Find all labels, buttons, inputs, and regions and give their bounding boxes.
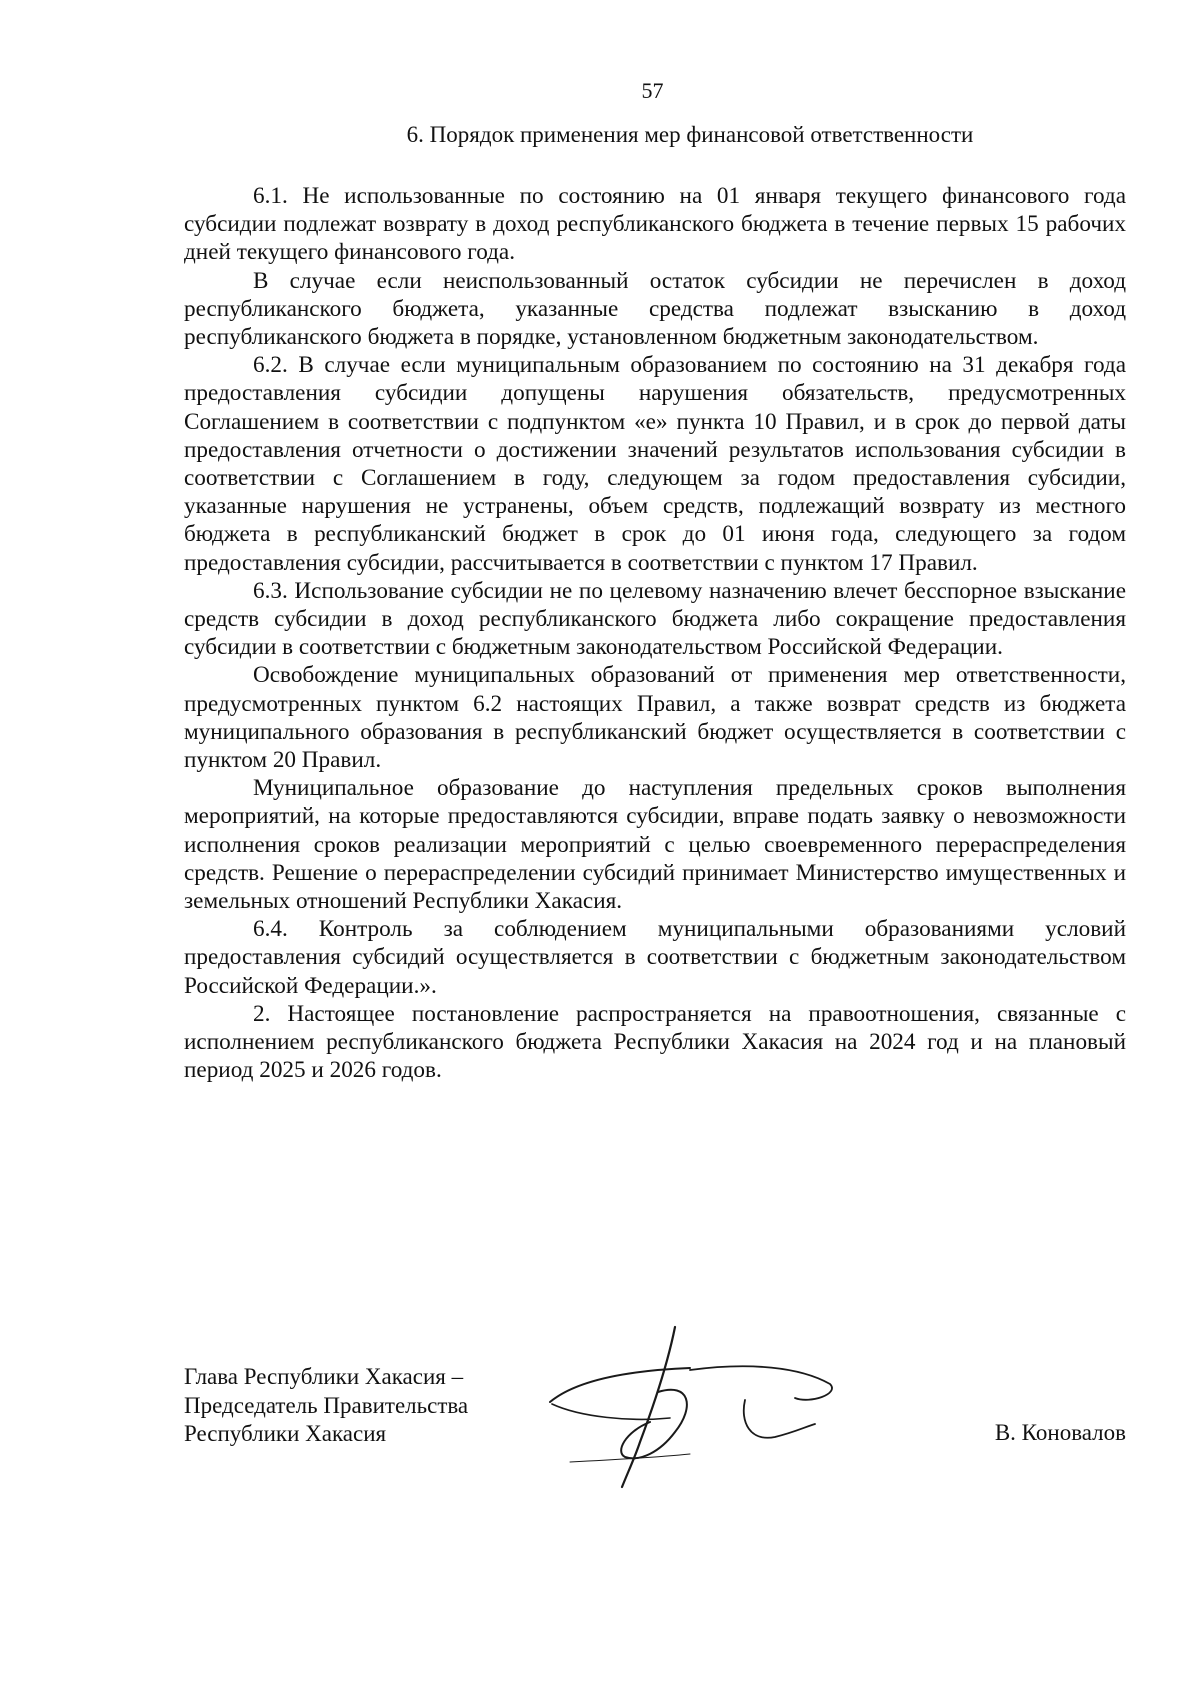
- paragraph-6-1: 6.1. Не использованные по состоянию на 01 января текущего финансового года субсидии подлежат возврату в доход республиканского бюджета в течение первых 15 рабочих дней текущего финансового года.: [184, 183, 1126, 266]
- signer-position-line: Глава Республики Хакасия –: [184, 1364, 464, 1389]
- signer-name: В. Коновалов: [994, 1420, 1126, 1445]
- section-title: 6. Порядок применения мер финансовой ответственности: [406, 122, 974, 147]
- document-body: [184, 182, 1126, 1085]
- page-number: 57: [641, 78, 664, 103]
- paragraph-6-3-exemption: Освобождение муниципальных образований от применения мер ответственности, предусмотренных пунктом 6.2 настоящих Правил, а также возврат средств из бюджета муниципального образования в республиканский бюджет осуществляется в соответствии с пунктом 20 Правил.: [184, 662, 1126, 774]
- signer-position: [184, 1363, 468, 1449]
- paragraph-6-3: 6.3. Использование субсидии не по целевому назначению влечет бесспорное взыскание средств субсидии в доход республиканского бюджета либо сокращение предоставления субсидии в соответствии с бюджетным законодательством Российской Федерации.: [184, 577, 1126, 661]
- paragraph-6-1-recovery: В случае если неиспользованный остаток субсидии не перечислен в доход республиканского бюджета, указанные средства подлежат взысканию в доход республиканского бюджета в порядке, установленном бюджетным законодательством.: [184, 267, 1126, 351]
- paragraph-6-2: 6.2. В случае если муниципальным образованием по состоянию на 31 декабря года предоставления субсидии допущены нарушения обязательств, предусмотренных Соглашением в соответствии с подпунктом «е» пункта 10 Правил, и в срок до первой даты предоставления отчетности о достижении значений результатов использования субсидии в соответствии с Соглашением в году, следующем за годом предоставления субсидии, указанные нарушения не устранены, объем средств, подлежащий возврату из местного бюджета в республиканский бюджет в срок до 01 июня года, следующего за годом предоставления субсидии, рассчитывается в соответствии с пунктом 17 Правил.: [184, 352, 1126, 576]
- handwritten-signature: [540, 1322, 910, 1492]
- paragraph-6-3-redistribution: Муниципальное образование до наступления предельных сроков выполнения мероприятий, на которые предоставляются субсидии, вправе подать заявку о невозможности исполнения сроков реализации мероприятий с целью своевременного перераспределения средств. Решение о перераспределении субсидий принимает Министерство имущественных и земельных отношений Республики Хакасия.: [184, 775, 1126, 915]
- paragraph-2: 2. Настоящее постановление распространяется на правоотношения, связанные с исполнением республиканского бюджета Республики Хакасия на 2024 год и на плановый период 2025 и 2026 годов.: [184, 1000, 1126, 1084]
- signer-position-line: Республики Хакасия: [184, 1421, 387, 1446]
- paragraph-6-4: 6.4. Контроль за соблюдением муниципальными образованиями условий предоставления субсидий осуществляется в соответствии с бюджетным законодательством Российской Федерации.».: [184, 916, 1126, 999]
- signer-position-line: Председатель Правительства: [184, 1392, 469, 1418]
